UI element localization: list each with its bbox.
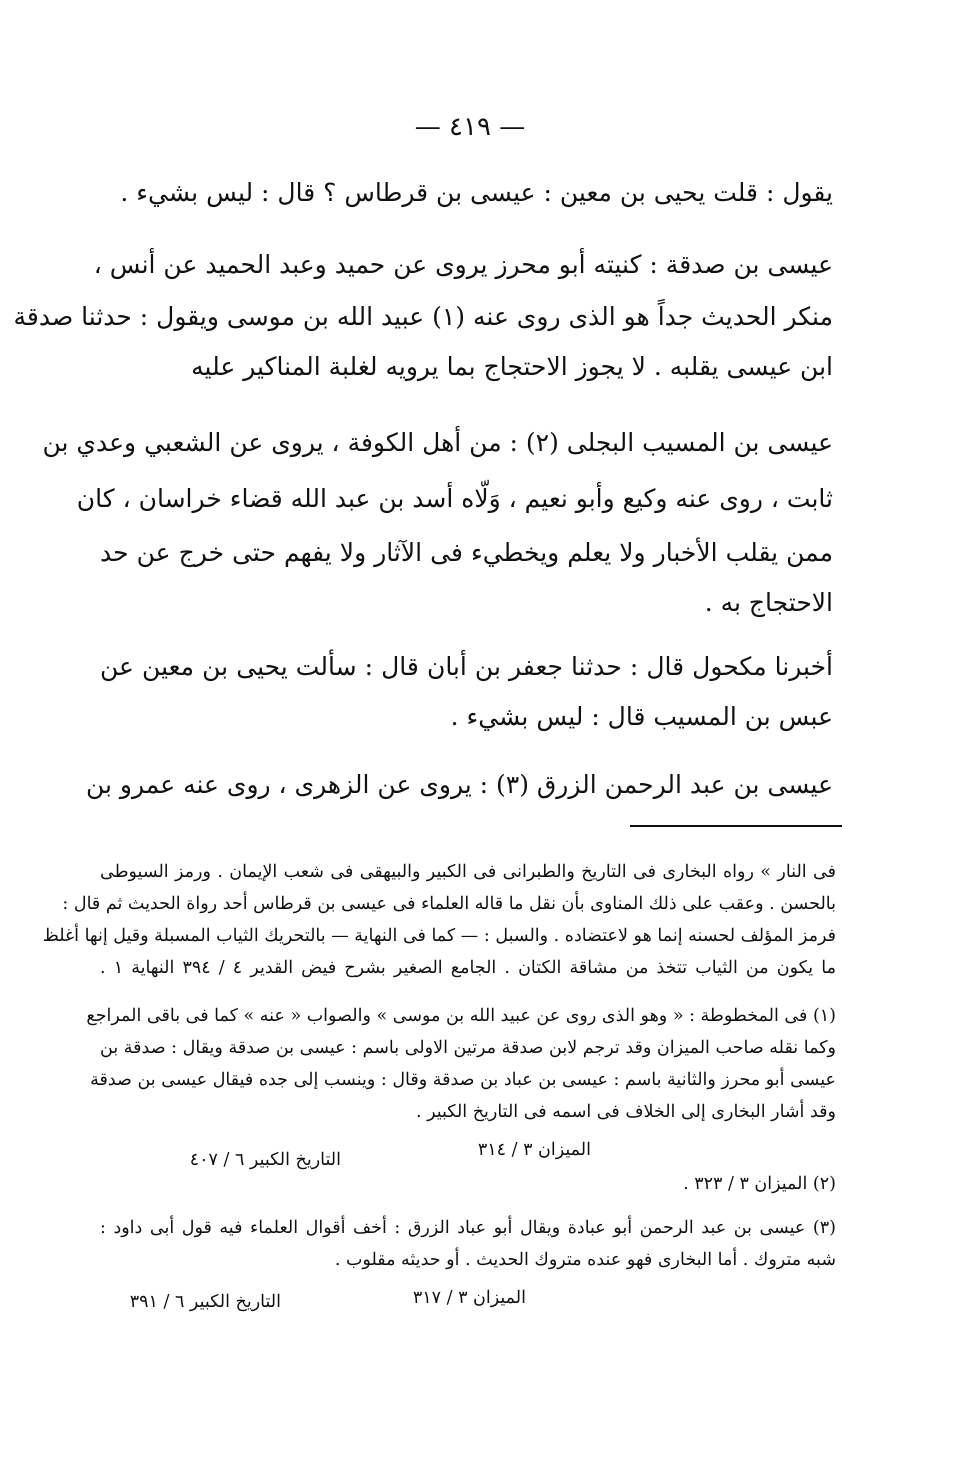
body-line: منكر الحديث جداً هو الذى روى عنه (١) عبيد الله بن موسى ويقول : حدثنا صدقة xyxy=(13,302,833,331)
page-number: — ٤١٩ — xyxy=(414,112,526,142)
body-line: أخبرنا مكحول قال : حدثنا جعفر بن أبان قال : سألت يحيى بن معين عن xyxy=(100,652,833,681)
body-line: ابن عيسى يقلبه . لا يجوز الاحتجاج بما يرويه لغلبة المناكير عليه xyxy=(191,352,833,381)
footnote-line: عيسى أبو محرز والثانية باسم : عيسى بن عباد بن صدقة وقال : وينسب إلى جده فيقال عيسى بن صدقة xyxy=(90,1070,836,1090)
body-line: عبس بن المسيب قال : ليس بشيء . xyxy=(450,702,833,731)
footnote-reference: التاريخ الكبير ٦ / ٤٠٧ xyxy=(189,1150,341,1170)
footnote-reference: التاريخ الكبير ٦ / ٣٩١ xyxy=(129,1292,281,1312)
body-line: ثابت ، روى عنه وكيع وأبو نعيم ، وَلّاه أسد بن عبد الله قضاء خراسان ، كان xyxy=(76,484,833,513)
footnote-line: (٣) عيسى بن عبد الرحمن أبو عبادة ويقال أبو عباد الزرق : أخف أقوال العلماء فيه قول أبى داود : xyxy=(100,1218,836,1238)
entry-heading-line: عيسى بن المسيب البجلى (٢) : من أهل الكوفة ، يروى عن الشعبي وعدي بن xyxy=(42,428,833,457)
footnote-line: (١) فى المخطوطة : « وهو الذى روى عن عبيد الله بن موسى » والصواب « عنه » كما فى باقى المراجع xyxy=(86,1006,836,1026)
entry-heading-line: عيسى بن صدقة : كنيته أبو محرز يروى عن حميد وعبد الحميد عن أنس ، xyxy=(93,250,833,279)
body-line: ممن يقلب الأخبار ولا يعلم ويخطيء فى الآثار ولا يفهم حتى خرج عن حد xyxy=(100,538,833,567)
footnote-line: شبه متروك . أما البخارى فهو عنده متروك الحديث . أو حديثه مقلوب . xyxy=(334,1250,836,1270)
footnote-line: وكما نقله صاحب الميزان وقد ترجم لابن صدقة مرتين الاولى باسم : عيسى بن صدقة ويقال : صدقة بن xyxy=(100,1038,836,1058)
footnote-reference: الميزان ٣ / ٣١٤ xyxy=(477,1140,591,1160)
body-line: يقول : قلت يحيى بن معين : عيسى بن قرطاس ؟ قال : ليس بشيء . xyxy=(120,178,833,207)
footnote-line: بالحسن . وعقب على ذلك المناوى بأن نقل ما قاله العلماء فى عيسى بن قرطاس أحد رواة الحديث ثم قال : xyxy=(62,894,836,914)
footnote-separator xyxy=(630,825,842,827)
footnote-line: (٢) الميزان ٣ / ٣٢٣ . xyxy=(683,1174,836,1194)
entry-heading-line: عيسى بن عبد الرحمن الزرق (٣) : يروى عن الزهرى ، روى عنه عمرو بن xyxy=(85,770,833,799)
footnote-line: وقد أشار البخارى إلى الخلاف فى اسمه فى التاريخ الكبير . xyxy=(415,1102,836,1122)
body-line: الاحتجاج به . xyxy=(704,588,833,617)
footnote-line: ما يكون من الثياب تتخذ من مشاقة الكتان . الجامع الصغير بشرح فيض القدير ٤ / ٣٩٤ النهاية ١ . xyxy=(100,958,836,978)
footnote-line: فرمز المؤلف لحسنه إنما هو لاعتضاده . والسبل : — كما فى النهاية — بالتحريك الثياب المسبلة وقيل إنها أغلظ xyxy=(42,926,836,946)
footnote-line: فى النار » رواه البخارى فى التاريخ والطبرانى فى الكبير والبيهقى فى شعب الإيمان . ورمز السيوطى xyxy=(100,862,836,882)
footnote-reference: الميزان ٣ / ٣١٧ xyxy=(412,1288,526,1308)
